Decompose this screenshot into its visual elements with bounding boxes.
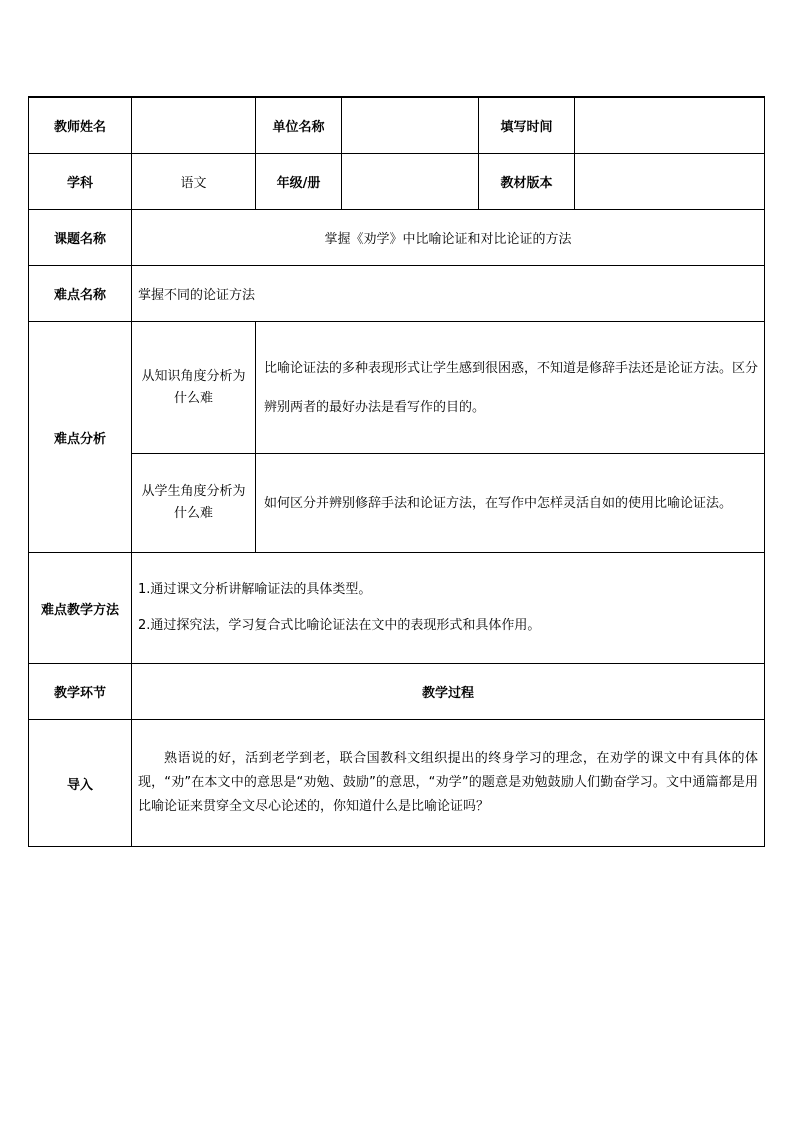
intro-label: 导入 [29,720,132,847]
edition-value [575,154,765,210]
subject-label: 学科 [29,154,132,210]
topic-label: 课题名称 [29,210,132,266]
unit-name-label: 单位名称 [256,97,342,154]
teacher-name-value [132,97,256,154]
intro-text: 熟语说的好，活到老学到老，联合国教科文组织提出的终身学习的理念，在劝学的课文中有具体的体现，“劝”在本文中的意思是“劝勉、鼓励”的意思，“劝学”的题意是劝勉鼓励人们勤奋学习。文中通篇都是用比喻论证来贯穿全文尽心论述的，你知道什么是比喻论证吗？ [132,720,765,847]
fill-time-label: 填写时间 [479,97,575,154]
difficulty-label: 难点名称 [29,266,132,322]
analysis-row-student [29,454,765,553]
teacher-name-label: 教师姓名 [29,97,132,154]
difficulty-value: 掌握不同的论证方法 [132,266,765,322]
method-item-2: 2.通过探究法，学习复合式比喻论证法在文中的表现形式和具体作用。 [138,618,541,633]
header-row-1 [29,97,765,154]
student-answer: 如何区分并辨别修辞手法和论证方法，在写作中怎样灵活自如的使用比喻论证法。 [256,454,765,553]
subject-value: 语文 [132,154,256,210]
header-row-2 [29,154,765,210]
methods-content [132,553,765,664]
grade-value [342,154,479,210]
knowledge-answer: 比喻论证法的多种表现形式让学生感到很困惑，不知道是修辞手法还是论证方法。区分辨别两者的最好办法是看写作的目的。 [256,322,765,454]
stage-label: 教学环节 [29,664,132,720]
process-label: 教学过程 [132,664,765,720]
methods-row [29,553,765,664]
process-header-row [29,664,765,720]
analysis-label: 难点分析 [29,322,132,553]
topic-row [29,210,765,266]
lesson-plan-table [28,96,765,847]
unit-name-value [342,97,479,154]
analysis-row-knowledge [29,322,765,454]
methods-label: 难点教学方法 [29,553,132,664]
difficulty-row [29,266,765,322]
topic-value: 掌握《劝学》中比喻论证和对比论证的方法 [132,210,765,266]
fill-time-value [575,97,765,154]
knowledge-question: 从知识角度分析为什么难 [132,322,256,454]
edition-label: 教材版本 [479,154,575,210]
student-question: 从学生角度分析为什么难 [132,454,256,553]
method-item-1: 1.通过课文分析讲解喻证法的具体类型。 [138,582,372,597]
intro-row [29,720,765,847]
grade-label: 年级/册 [256,154,342,210]
